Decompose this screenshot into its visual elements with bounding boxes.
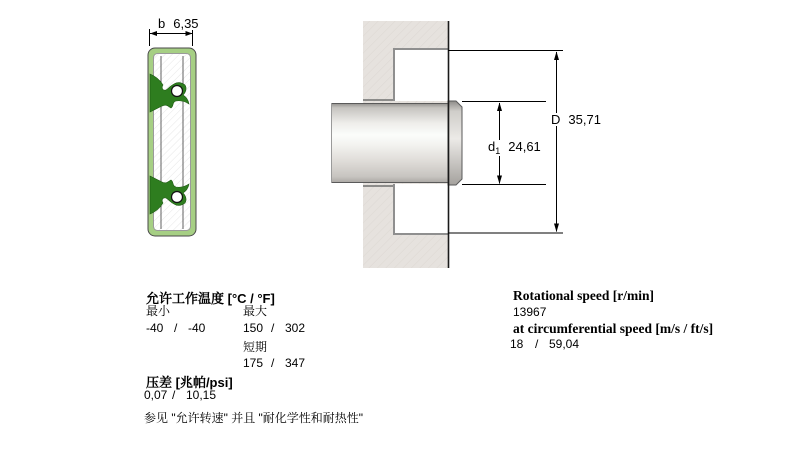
temperature-min-values bbox=[146, 322, 205, 336]
speed-ms: 18 bbox=[510, 337, 524, 351]
d1-subscript: 1 bbox=[495, 146, 501, 156]
temp-min-celsius: -40 bbox=[146, 321, 164, 335]
slash-separator: / bbox=[271, 321, 275, 335]
slash-separator: / bbox=[172, 388, 176, 402]
D-value: 35,71 bbox=[568, 112, 601, 127]
rotational-speed-title: Rotational speed [r/min] bbox=[513, 288, 654, 303]
d1-value: 24,61 bbox=[508, 139, 541, 154]
rotational-speed-value: 13967 bbox=[513, 305, 547, 319]
speed-fts: 59,04 bbox=[549, 337, 580, 351]
slash-separator: / bbox=[271, 356, 275, 370]
temp-min-fahrenheit: -40 bbox=[188, 321, 206, 335]
seal-cross-section bbox=[148, 29, 196, 236]
circumferential-speed-values bbox=[510, 338, 579, 352]
garter-spring bbox=[172, 192, 183, 203]
b-dimension-label bbox=[156, 17, 201, 30]
temp-max-fahrenheit: 302 bbox=[285, 321, 306, 335]
shaft-end-cap bbox=[448, 101, 462, 185]
pressure-title: 压差 [兆帕/psi] bbox=[146, 375, 233, 390]
temperature-title: 允许工作温度 [°C / °F] bbox=[146, 291, 275, 306]
b-letter: b bbox=[158, 16, 166, 31]
pressure-mpa: 0,07 bbox=[144, 388, 168, 402]
shaft bbox=[331, 103, 448, 183]
seat-notch-top bbox=[393, 48, 448, 101]
temperature-max-values bbox=[243, 322, 305, 336]
see-also-note: 参见 "允许转速" 并且 "耐化学性和耐热性" bbox=[144, 411, 364, 425]
slash-separator: / bbox=[174, 321, 178, 335]
temperature-short-term-values bbox=[243, 357, 305, 371]
temperature-max-label: 最大 bbox=[243, 304, 268, 318]
circumferential-speed-title: at circumferential speed [m/s / ft/s] bbox=[513, 321, 714, 336]
b-value: 6,35 bbox=[173, 16, 199, 31]
temp-max-celsius: 150 bbox=[243, 321, 264, 335]
D-dimension-label bbox=[549, 113, 603, 126]
temperature-min-label: 最小 bbox=[146, 304, 171, 318]
slash-separator: / bbox=[535, 337, 539, 351]
seat-notch-bottom bbox=[393, 184, 448, 235]
temp-short-fahrenheit: 347 bbox=[285, 356, 306, 370]
temp-short-celsius: 175 bbox=[243, 356, 264, 370]
d1-dimension-label bbox=[486, 140, 543, 156]
pressure-values bbox=[144, 389, 216, 403]
d1-letter: d bbox=[488, 139, 496, 154]
temperature-short-term-label: 短期 bbox=[243, 340, 268, 354]
garter-spring bbox=[172, 86, 183, 97]
pressure-psi: 10,15 bbox=[186, 388, 217, 402]
b-dimension bbox=[150, 29, 193, 46]
D-letter: D bbox=[551, 112, 561, 127]
